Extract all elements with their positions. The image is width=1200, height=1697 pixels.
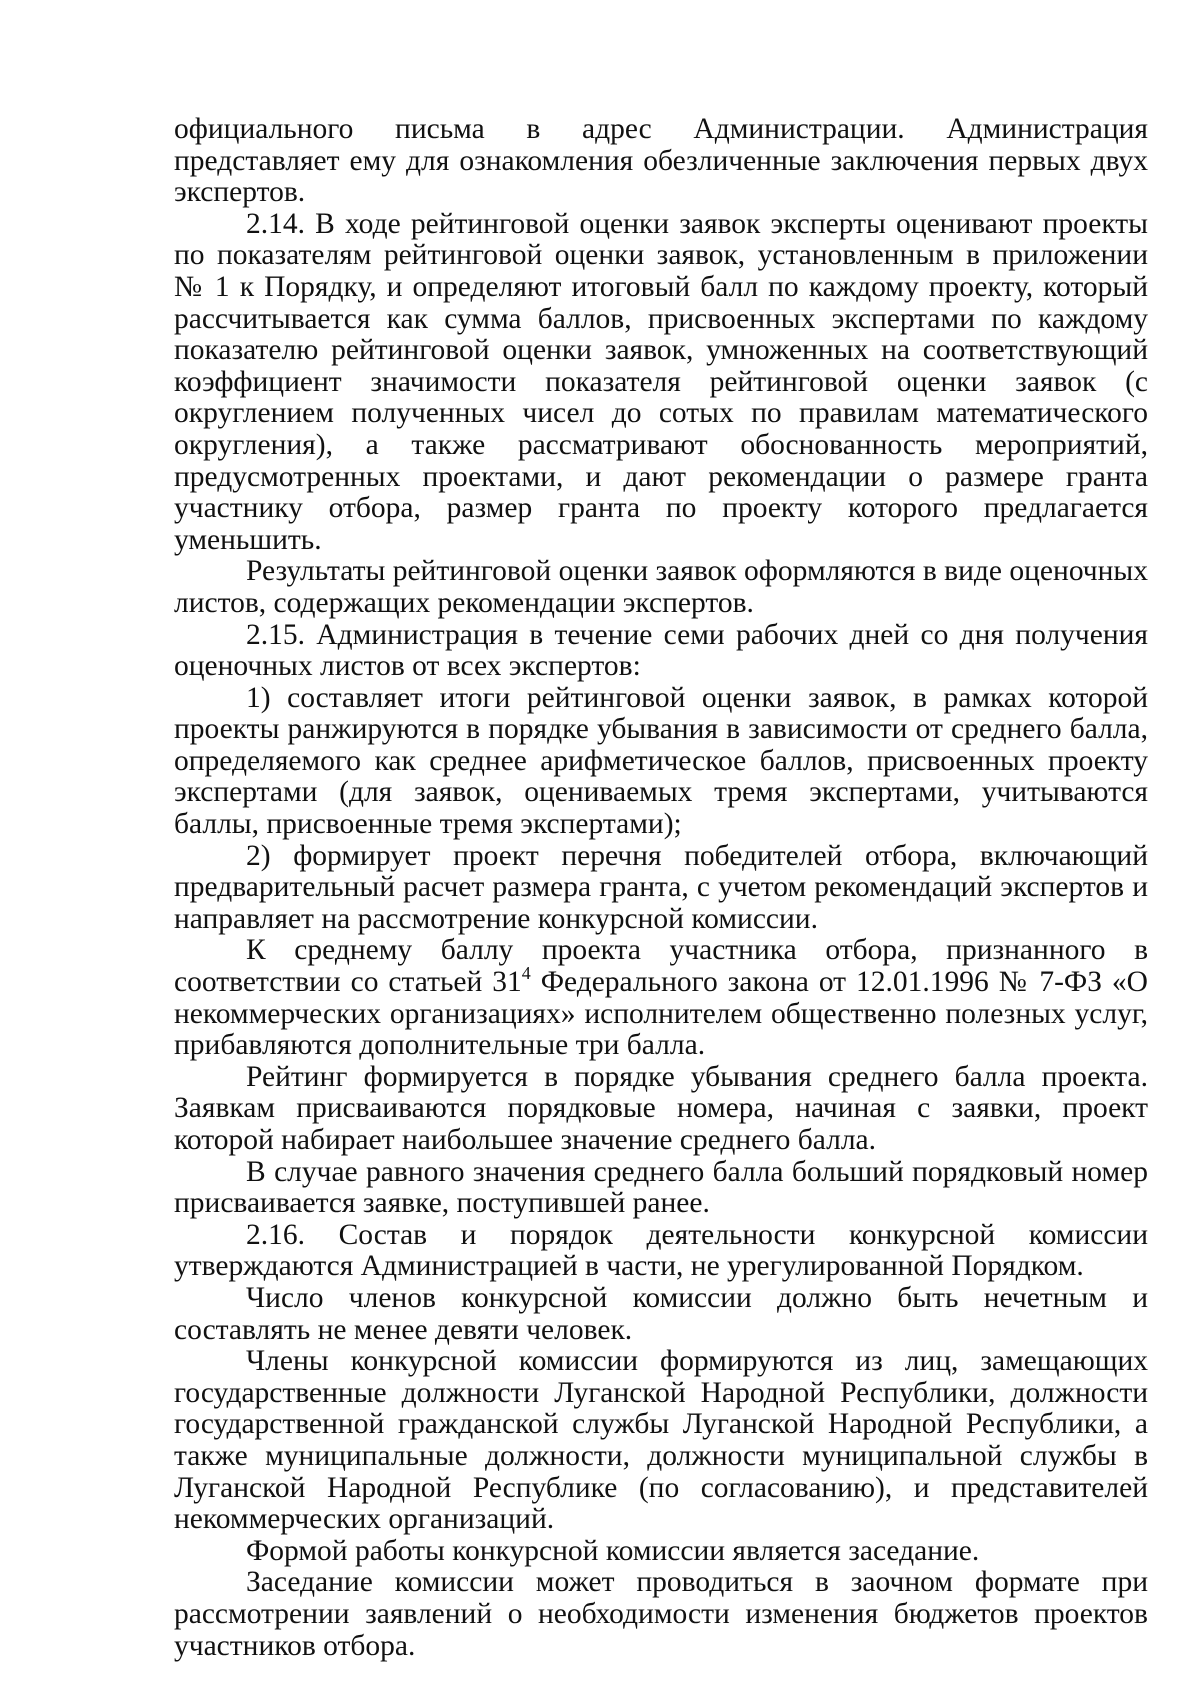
paragraph-commission-size: Число членов конкурсной комиссии должно быть нечетным и составлять не менее девяти человек. [174, 1281, 1148, 1346]
paragraph-average-score [174, 935, 1148, 1061]
document-page [174, 114, 1148, 1662]
paragraph-average-score-text-after: Федерального закона от 12.01.1996 № 7-ФЗ «О некоммерческих организациях» исполнителем общественно полезных услуг, прибавляются дополнительные три балла. [174, 966, 1148, 1062]
paragraph-commission-members: Члены конкурсной комиссии формируются из лиц, замещающих государственные должности Луганской Народной Республики, должности государственной гражданской службы Луганской Народной Республики, а также муниципальные должности, должности муниципальной службы в Луганской Народной Республике (по согласованию), и представителей некоммерческих организаций. [174, 1345, 1148, 1536]
paragraph-average-score-text: К среднему баллу проекта участника отбора, признанного в соответствии со статьей 31 [174, 934, 1148, 999]
paragraph-item-1: 1) составляет итоги рейтинговой оценки заявок, в рамках которой проекты ранжируются в порядке убывания в зависимости от среднего балла, определяемого как среднее арифметическое баллов, присвоенных проекту экспертами (для заявок, оцениваемых тремя экспертами, учитываются баллы, присвоенные тремя экспертами); [174, 681, 1148, 841]
paragraph-2-15: 2.15. Администрация в течение семи рабочих дней со дня получения оценочных листов от всех экспертов: [174, 618, 1148, 683]
paragraph-item-2: 2) формирует проект перечня победителей отбора, включающий предварительный расчет размера гранта, с учетом рекомендаций экспертов и направляет на рассмотрение конкурсной комиссии. [174, 839, 1148, 935]
paragraph-equal-score: В случае равного значения среднего балла больший порядковый номер присваивается заявке, поступившей ранее. [174, 1155, 1148, 1220]
paragraph-remote-meeting: Заседание комиссии может проводиться в заочном формате при рассмотрении заявлений о необходимости изменения бюджетов проектов участников отбора. [174, 1566, 1148, 1662]
article-superscript: 4 [521, 963, 531, 984]
paragraph-2-14: 2.14. В ходе рейтинговой оценки заявок эксперты оценивают проекты по показателям рейтинговой оценки заявок, установленным в приложении № 1 к Порядку, и определяют итоговый балл по каждому проекту, который рассчитывается как сумма баллов, присвоенных экспертами по каждому показателю рейтинговой оценки заявок, умноженных на соответствующий коэффициент значимости показателя рейтинговой оценки заявок (с округлением полученных чисел до сотых по правилам математического округления), а также рассматривают обоснованность мероприятий, предусмотренных проектами, и дают рекомендации о размере гранта участнику отбора, размер гранта по проекту которого предлагается уменьшить. [174, 207, 1148, 556]
paragraph-rating-order: Рейтинг формируется в порядке убывания среднего балла проекта. Заявкам присваиваются порядковые номера, начиная с заявки, проект которой набирает наибольшее значение среднего балла. [174, 1060, 1148, 1156]
paragraph-rating-results: Результаты рейтинговой оценки заявок оформляются в виде оценочных листов, содержащих рекомендации экспертов. [174, 555, 1148, 619]
paragraph-2-16: 2.16. Состав и порядок деятельности конкурсной комиссии утверждаются Администрацией в части, не урегулированной Порядком. [174, 1218, 1148, 1283]
paragraph-continuation: официального письма в адрес Администрации. Администрация представляет ему для ознакомления обезличенные заключения первых двух экспертов. [174, 113, 1148, 209]
paragraph-meeting-form: Формой работы конкурсной комиссии является заседание. [246, 1534, 980, 1567]
